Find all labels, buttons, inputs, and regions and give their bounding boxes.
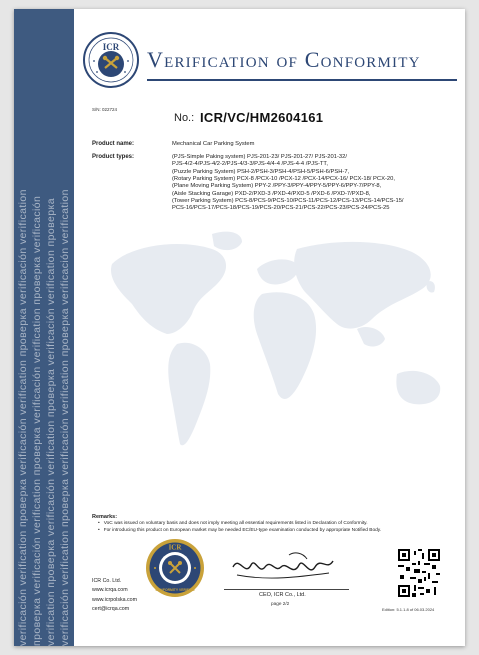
badge-top-text: ICR [168, 543, 182, 552]
product-type-line: (PJS-Simple Paking system) PJS-201-23/ PJS-201-27/ PJS-201-32/ [172, 154, 347, 160]
product-type-line: PCS-16/PCS-17/PCS-18/PCS-19/PCS-20/PCS-21/PCS-22/PCS-23/PCS-24/PCS-25 [172, 205, 390, 212]
seal-text-layer [82, 31, 140, 89]
email-link[interactable]: cert@icrqa.com [92, 605, 130, 612]
product-name: Mechanical Car Parking System [172, 141, 255, 147]
product-types-list [172, 154, 404, 213]
conformity-verified-badge [145, 538, 205, 598]
remark-item: • VoC was issued on voluntary basis and does not imply meeting all essential requirements listed in Declaration of Conformity. [98, 521, 381, 528]
certificate-number: ICR/VC/HM2604161 [200, 110, 324, 125]
side-band-column: проверка verificación verification проверка verificación verification проверка verificación [31, 195, 43, 646]
organization-contacts [92, 577, 137, 614]
product-type-line: (Puzzle Parking System) PSH-2/PSH-3/PSH-4/PSH-5/PSH-6/PSH-7, [172, 168, 350, 175]
remarks-heading: Remarks: [92, 514, 118, 520]
world-map-watermark [92, 224, 462, 499]
product-types-label: Product types: [92, 154, 135, 160]
badge-bottom-text: CONFORMITY VERIFIED [155, 588, 195, 592]
title-divider [147, 79, 457, 81]
page-number: page 2/2 [271, 601, 290, 606]
remarks-list [98, 521, 381, 534]
page-title: Verification of Conformity [147, 47, 421, 72]
website-link[interactable]: www.icrqa.com [92, 587, 128, 594]
certificate-page [14, 9, 465, 646]
website-link[interactable]: www.icrpolska.com [92, 596, 138, 603]
ceo-signature [229, 547, 339, 587]
side-band-column: verificación verification проверка verificación verification проверка verificación verification [17, 189, 29, 646]
product-name-label: Product name: [92, 141, 135, 147]
qr-code [398, 549, 440, 597]
side-band-column: verificación verification проверка verificación verification проверка verificación verification [59, 189, 71, 646]
certificate-number-label: No.: [174, 112, 195, 124]
product-type-line: (Rotary Parking System) PCX-8 /PCX-10 /PCX-12 /PCX-14/PCX-16/ PCX-18/ PCX-20, [172, 176, 395, 183]
product-type-line: (Aisle Stacking Garage) PXD-2/PXD-3 /PXD-4/PXD-5 /PXD-6 /PXD-7/PXD-8, [172, 190, 371, 197]
edition-note: Edition: 5.1.1.8 of 06.03.2024 [382, 607, 435, 612]
remark-item: • For introducing this product on European market may be needed EC/EU-type examination conducted by appropriate Notified Body. [98, 528, 381, 535]
product-type-line: (Plane Moving Parking System) PPY-2 /PPY-3/PPY-4/PPY-5/PPY-6/PPY-7/PPY-8, [172, 183, 382, 190]
product-type-line: PJS-4/2-4/PJS-4/2-2/PJS-4/3-3/PJS-4/4-4 /PJS-4-4 /PJS-TT, [172, 161, 328, 168]
organization-name: ICR Co. Ltd. [92, 578, 122, 584]
signature-caption: CEO, ICR Co., Ltd. [259, 592, 306, 598]
side-band [14, 9, 74, 646]
side-band-text [14, 9, 74, 646]
seal-text: ICR [102, 42, 120, 52]
signature-line [224, 589, 349, 590]
product-type-line: (Tower Parking System) PCS-8/PCS-9/PCS-10/PCS-11/PCS-12/PCS-13/PCS-14/PCS-15/ [172, 198, 404, 205]
serial-number: S/N: 022724 [92, 107, 118, 112]
side-band-column: verification проверка verificación verification проверка verificación verification проверка [45, 198, 57, 646]
